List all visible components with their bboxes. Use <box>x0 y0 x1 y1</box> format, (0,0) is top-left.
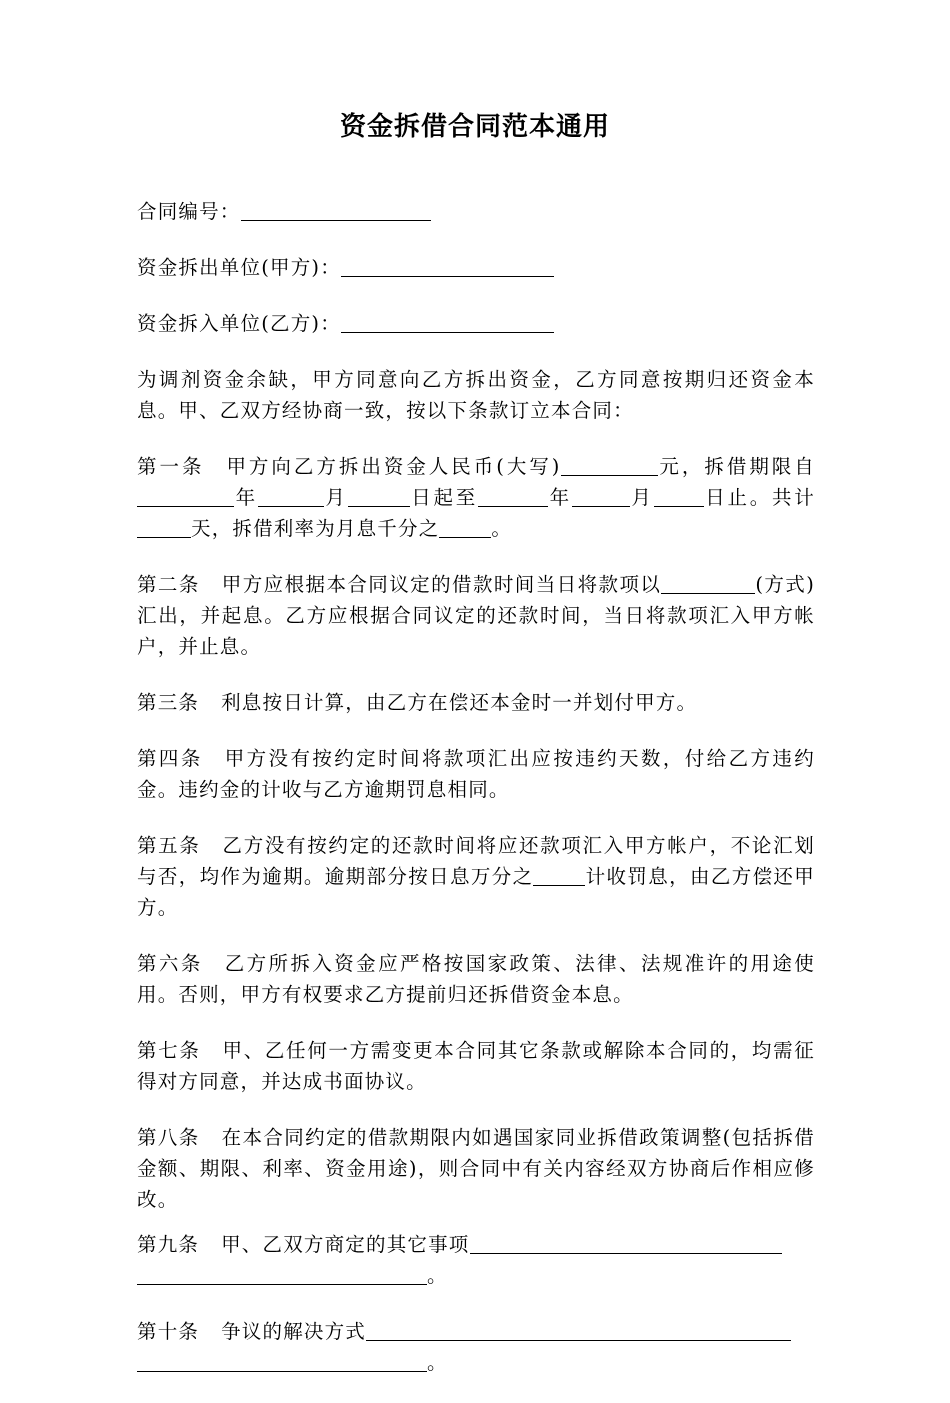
article-6-text: 乙方所拆入资金应严格按国家政策、法律、法规准许的用途使用。否则，甲方有权要求乙方提前归还拆借资金本息。 <box>137 952 816 1006</box>
article-1-text: 日止。共计 <box>703 486 815 509</box>
article-1-text: 年 <box>234 486 258 509</box>
article-6-label: 第六条 <box>137 952 203 975</box>
article-4-text: 甲方没有按约定时间将款项汇出应按违约天数，付给乙方违约金。违约金的计收与乙方逾期罚息相同。 <box>137 747 816 801</box>
transfer-method-blank[interactable] <box>661 569 755 594</box>
lender-line <box>137 252 815 283</box>
contract-number-label: 合同编号： <box>137 200 241 223</box>
article-5-text: 乙方没有按约定的还款时间将应还款项汇入甲方帐户，不论汇划与否，均作为逾期。逾期部分按日息万分之 <box>137 834 815 888</box>
start-day-blank[interactable] <box>348 482 410 507</box>
lender-label: 资金拆出单位(甲方)： <box>137 256 341 279</box>
article-9 <box>137 1229 815 1291</box>
penalty-rate-blank[interactable] <box>533 861 585 886</box>
article-8 <box>137 1122 815 1215</box>
article-9-end: 。 <box>427 1264 448 1287</box>
article-5 <box>137 830 815 923</box>
end-month-blank[interactable] <box>572 482 630 507</box>
article-1-text: 。 <box>491 517 513 540</box>
start-year-blank[interactable] <box>137 482 234 507</box>
document-body <box>137 196 815 1403</box>
article-5-text: 计收罚息，由乙方偿还甲方。 <box>137 865 815 919</box>
other-matters-blank-2[interactable] <box>137 1260 427 1285</box>
article-7-text: 甲、乙任何一方需变更本合同其它条款或解除本合同的，均需征得对方同意，并达成书面协议。 <box>137 1039 815 1093</box>
article-10 <box>137 1316 815 1378</box>
interest-rate-blank[interactable] <box>439 513 491 538</box>
article-4-label: 第四条 <box>137 747 203 770</box>
article-1-label: 第一条 <box>137 455 205 478</box>
article-9-label: 第九条 <box>137 1233 200 1256</box>
intro-paragraph: 为调剂资金余缺，甲方同意向乙方拆出资金，乙方同意按期归还资金本息。甲、乙双方经协商一致，按以下条款订立本合同： <box>137 368 815 422</box>
article-1-text: 年 <box>548 486 572 509</box>
article-1-text: 甲方向乙方拆出资金人民币(大写) <box>226 455 561 478</box>
article-6 <box>137 948 815 1010</box>
article-2 <box>137 569 815 662</box>
days-blank[interactable] <box>137 513 191 538</box>
borrower-label: 资金拆入单位(乙方)： <box>137 312 341 335</box>
lender-blank[interactable] <box>341 252 554 277</box>
borrower-blank[interactable] <box>341 308 554 333</box>
borrower-line <box>137 308 815 339</box>
article-10-end: 。 <box>427 1351 448 1374</box>
article-1-text: 月 <box>629 486 654 509</box>
article-1-text: 日起至 <box>409 486 479 509</box>
article-7 <box>137 1035 815 1097</box>
dispute-resolution-blank[interactable] <box>366 1316 791 1341</box>
article-4 <box>137 743 815 805</box>
article-1-text: 元，拆借期限自 <box>657 455 815 478</box>
article-3 <box>137 687 815 718</box>
end-day-blank[interactable] <box>654 482 704 507</box>
article-1-text: 月 <box>323 486 348 509</box>
article-3-text: 利息按日计算，由乙方在偿还本金时一并划付甲方。 <box>221 691 698 714</box>
article-2-label: 第二条 <box>137 573 200 596</box>
article-9-text: 甲、乙双方商定的其它事项 <box>221 1233 470 1256</box>
article-2-text: (方式)汇出，并起息。乙方应根据合同议定的还款时间，当日将款项汇入甲方帐户，并止息。 <box>137 573 816 658</box>
article-7-label: 第七条 <box>137 1039 201 1062</box>
dispute-resolution-blank-2[interactable] <box>137 1347 427 1372</box>
end-year-blank[interactable] <box>478 482 548 507</box>
article-8-text: 在本合同约定的借款期限内如遇国家同业拆借政策调整(包括拆借金额、期限、利率、资金用途)，则合同中有关内容经双方协商后作相应修改。 <box>137 1126 815 1211</box>
article-5-label: 第五条 <box>137 834 201 857</box>
article-10-label: 第十条 <box>137 1320 200 1343</box>
other-matters-blank[interactable] <box>470 1229 782 1254</box>
article-2-text: 甲方应根据本合同议定的借款时间当日将款项以 <box>221 573 662 596</box>
article-3-label: 第三条 <box>137 691 200 714</box>
article-8-label: 第八条 <box>137 1126 200 1149</box>
start-month-blank[interactable] <box>258 482 324 507</box>
article-1-text: 天，拆借利率为月息千分之 <box>191 517 440 540</box>
contract-number-blank[interactable] <box>241 196 431 221</box>
contract-number-line <box>137 196 815 227</box>
document-title: 资金拆借合同范本通用 <box>339 112 610 142</box>
amount-blank[interactable] <box>561 451 658 476</box>
article-1 <box>137 451 815 544</box>
article-10-text: 争议的解决方式 <box>221 1320 367 1343</box>
